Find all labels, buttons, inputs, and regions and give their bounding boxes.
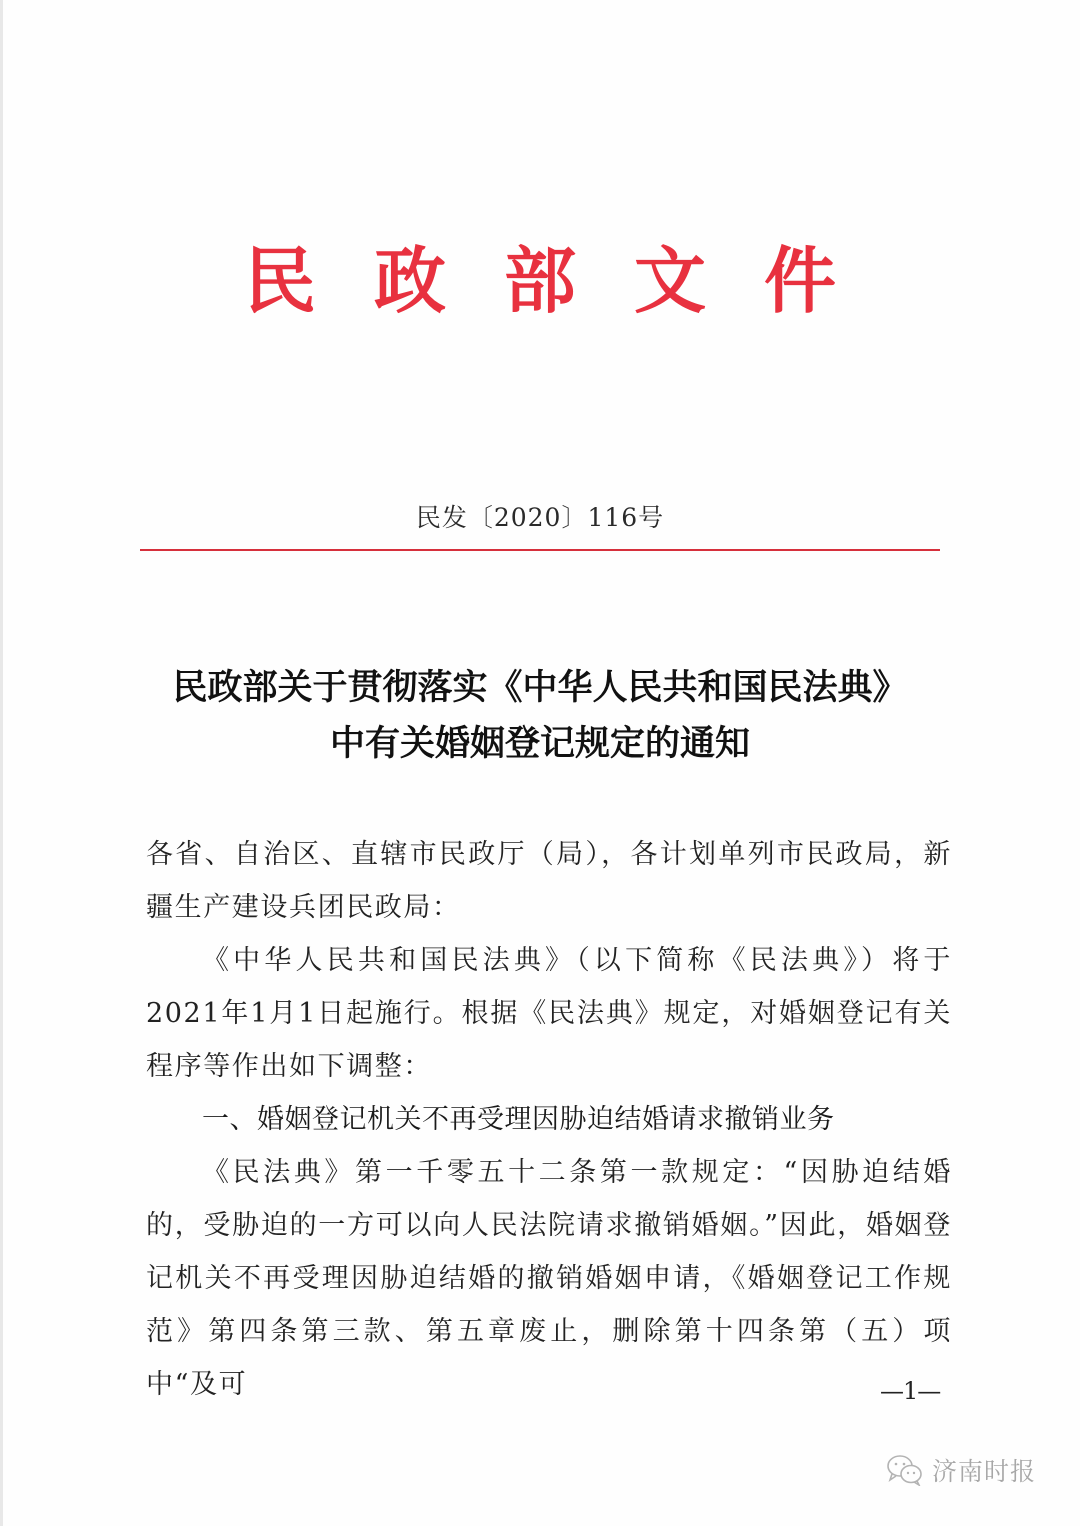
section-body-1: 《民法典》第一千零五十二条第一款规定：“因胁迫结婚的，受胁迫的一方可以向人民法院请求撤销婚姻。”因此，婚姻登记机关不再受理因胁迫结婚的撤销婚姻申请，《婚姻登记工作规范》第四条第三款、第五章废止，删除第十四条第（五）项中“及可 (146, 1157, 952, 1400)
wechat-icon (886, 1454, 924, 1486)
watermark-text: 济南时报 (932, 1457, 1037, 1486)
addressee: 各省、自治区、直辖市民政厅（局），各计划单列市民政局，新疆生产建设兵团民政局： (146, 839, 952, 923)
source-watermark (886, 1450, 1036, 1490)
title-line-1: 民政部关于贯彻落实《中华人民共和国民法典》 (172, 667, 908, 708)
red-divider (140, 549, 940, 551)
document-number: 民发〔2020〕116号 (415, 503, 665, 532)
paragraph-intro: 《中华人民共和国民法典》（以下简称《民法典》）将于2021年1月1日起施行。根据《民法典》规定，对婚姻登记有关程序等作出如下调整： (146, 945, 952, 1082)
document-title (0, 660, 1080, 772)
section-heading-1: 一、婚姻登记机关不再受理因胁迫结婚请求撤销业务 (202, 1104, 835, 1135)
page-number: —1— (880, 1377, 941, 1405)
title-line-2: 中有关婚姻登记规定的通知 (329, 723, 750, 764)
document-header-title: 民政部文件 (243, 238, 894, 323)
document-body (146, 828, 952, 1411)
